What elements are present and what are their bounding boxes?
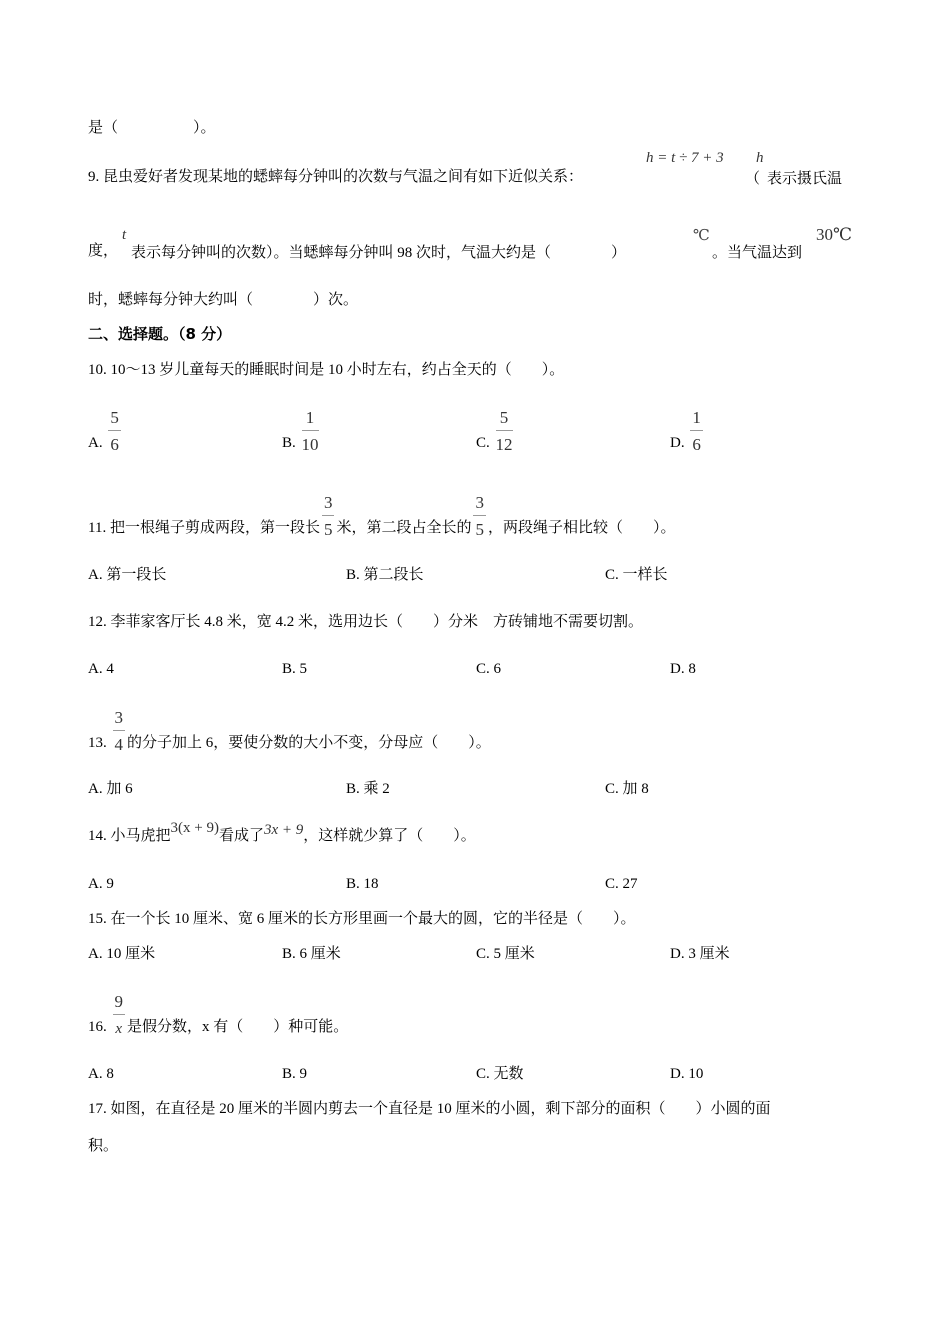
q12-option-c[interactable]: C. 6 xyxy=(476,661,502,677)
q8-tail: 是（ ）。 xyxy=(88,120,216,136)
q16-option-d[interactable]: D. 10 xyxy=(670,1066,704,1082)
q11-text: 11. 把一根绳子剪成两段，第一段长 $\frac{3}{5}$ 米，第二段占全长的 $\frac{3}{5}$ ，两段绳子相比较（ ）。 xyxy=(88,493,676,539)
fraction: $\frac{1}{10}$ xyxy=(301,408,319,454)
q10-option-a[interactable]: A. $\frac{5}{6}$ xyxy=(88,408,119,454)
math-expr: 3x + 9 xyxy=(263,822,304,838)
q17-line1: 17. 如图，在直径是 20 厘米的半圆内剪去一个直径是 10 厘米的小圆，剩下部分的面积（ ）小圆的面 xyxy=(88,1101,771,1117)
q15-option-c[interactable]: C. 5 厘米 xyxy=(476,946,535,962)
q9-line2-end: 。当气温达到 xyxy=(712,245,803,261)
q10-option-d[interactable]: D. $\frac{1}{6}$ xyxy=(670,408,701,454)
q9-paren: （ xyxy=(745,171,761,187)
fraction: $\frac{9}{x}$ xyxy=(114,992,123,1037)
q14-option-b[interactable]: B. 18 xyxy=(346,876,379,892)
fraction: $\frac{3}{5}$ xyxy=(323,493,333,539)
q16-option-b[interactable]: B. 9 xyxy=(282,1066,308,1082)
q17-line2: 积。 xyxy=(88,1138,119,1154)
q9-celsius: ℃ xyxy=(693,228,710,244)
q9-temp: 30℃ xyxy=(816,225,853,244)
q9-line2-start: 度， xyxy=(88,243,119,259)
q14-option-a[interactable]: A. 9 xyxy=(88,876,114,892)
q9-h-var: h xyxy=(756,150,764,166)
q16-text: 16. $\frac{9}{x}$ 是假分数，x 有（ ）种可能。 xyxy=(88,992,349,1037)
section-title: 二、选择题。（8 分） xyxy=(88,325,232,343)
q10-text: 10. 10～13 岁儿童每天的睡眠时间是 10 小时左右，约占全天的（ ）。 xyxy=(88,362,565,378)
q13-option-b[interactable]: B. 乘 2 xyxy=(346,781,390,797)
q11-option-c[interactable]: C. 一样长 xyxy=(605,567,668,583)
q12-option-a[interactable]: A. 4 xyxy=(88,661,114,677)
q9-t-var: t xyxy=(122,227,127,243)
fraction: $\frac{5}{12}$ xyxy=(495,408,513,454)
q9-line3: 时，蟋蟀每分钟大约叫（ ）次。 xyxy=(88,292,359,308)
math-expr: 3(x + 9) xyxy=(170,820,219,836)
q15-option-a[interactable]: A. 10 厘米 xyxy=(88,946,156,962)
q12-text: 12. 李菲家客厅长 4.8 米，宽 4.2 米，选用边长（ ）分米 方砖铺地不需要切割。 xyxy=(88,614,644,630)
q13-text: 13. $\frac{3}{4}$ 的分子加上 6，要使分数的大小不变，分母应（ ）。 xyxy=(88,708,491,754)
fraction: $\frac{1}{6}$ xyxy=(692,408,701,454)
q14-text: 14. 小马虎把3(x + 9)看成了3x + 9，这样就少算了（ ）。 xyxy=(88,820,476,844)
q15-text: 15. 在一个长 10 厘米、宽 6 厘米的长方形里画一个最大的圆，它的半径是（ ）。 xyxy=(88,911,636,927)
q13-option-c[interactable]: C. 加 8 xyxy=(605,781,649,797)
fraction: $\frac{3}{5}$ xyxy=(475,493,484,539)
q10-option-b[interactable]: B. $\frac{1}{10}$ xyxy=(282,408,319,454)
q16-option-c[interactable]: C. 无数 xyxy=(476,1066,524,1082)
q16-option-a[interactable]: A. 8 xyxy=(88,1066,114,1082)
q13-option-a[interactable]: A. 加 6 xyxy=(88,781,133,797)
q12-option-d[interactable]: D. 8 xyxy=(670,661,696,677)
fraction: $\frac{3}{4}$ xyxy=(114,708,123,754)
q14-option-c[interactable]: C. 27 xyxy=(605,876,638,892)
q12-option-b[interactable]: B. 5 xyxy=(282,661,308,677)
q11-option-a[interactable]: A. 第一段长 xyxy=(88,567,167,583)
fraction: $\frac{5}{6}$ xyxy=(110,408,119,454)
q11-option-b[interactable]: B. 第二段长 xyxy=(346,567,424,583)
q9-line1-end: 表示摄氏温 xyxy=(767,171,843,187)
q15-option-b[interactable]: B. 6 厘米 xyxy=(282,946,341,962)
q9-line1: 9. 昆虫爱好者发现某地的蟋蟀每分钟叫的次数与气温之间有如下近似关系： xyxy=(88,169,584,185)
q9-formula: h = t ÷ 7 + 3 xyxy=(646,150,724,166)
q9-line2-mid: 表示每分钟叫的次数）。当蟋蟀每分钟叫 98 次时，气温大约是（ ） xyxy=(131,245,627,261)
q15-option-d[interactable]: D. 3 厘米 xyxy=(670,946,730,962)
q10-option-c[interactable]: C. $\frac{5}{12}$ xyxy=(476,408,513,454)
